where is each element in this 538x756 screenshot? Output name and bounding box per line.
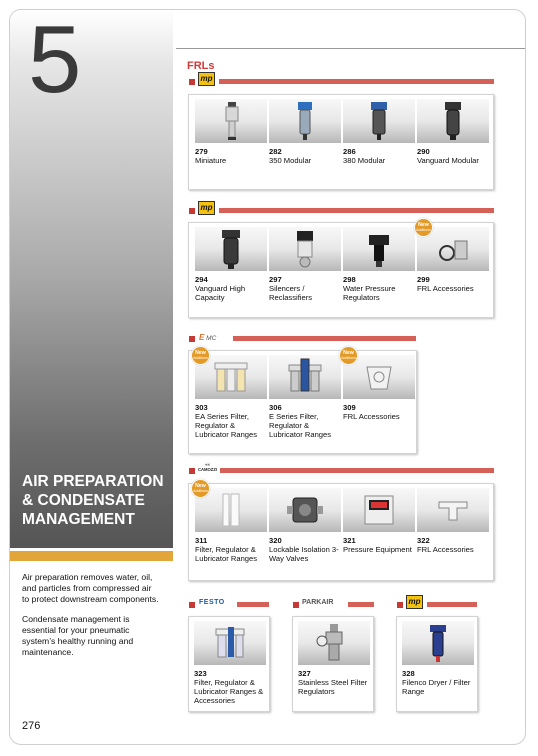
product-image: [343, 99, 415, 143]
brand-header-mp: [189, 203, 494, 218]
water-regulator-icon: [343, 227, 415, 271]
camozzi-logo-text: CAMOZZI: [198, 466, 218, 472]
badge-subtext: Additions: [341, 356, 356, 361]
product-panel: [188, 350, 417, 454]
product-image: [195, 99, 267, 143]
description-paragraph: Condensate management is essential for your pneumatic system’s healthy running and maintenance.: [22, 614, 134, 657]
filenco-dryer-icon: [402, 621, 474, 665]
product-label: Pressure Equipment: [343, 545, 412, 554]
bullet-square: [189, 602, 195, 608]
product-panel: [396, 616, 478, 712]
product-label: Stainless Steel Filter Regulators: [298, 678, 368, 696]
product-page-number: 282: [269, 147, 282, 156]
product-label: FRL Accessories: [417, 545, 474, 554]
product-image: [269, 355, 341, 399]
product-page-number: 299: [417, 275, 430, 284]
product-image: [402, 621, 474, 665]
modular-filter-icon: [269, 99, 341, 143]
new-additions-badge: [191, 346, 210, 365]
new-additions-badge: [339, 346, 358, 365]
product-page-number: 290: [417, 147, 430, 156]
brand-rule: [219, 208, 494, 213]
miniature-frl-icon: [195, 99, 267, 143]
product-label: Lockable Isolation 3-Way Valves: [269, 545, 339, 563]
page-number: 276: [22, 720, 41, 732]
brand-header-parkair: [293, 600, 374, 612]
badge-text: New: [418, 221, 429, 228]
product-page-number: 311: [195, 536, 208, 545]
product-label: Silencers / Reclassifiers: [269, 284, 313, 302]
product-panel: [188, 616, 270, 712]
brand-rule: [219, 79, 494, 84]
bullet-square: [293, 602, 299, 608]
product-label: Water Pressure Regulators: [343, 284, 396, 302]
chapter-sidebar: [10, 10, 173, 745]
chapter-title: [22, 472, 170, 529]
emc-logo: [199, 333, 216, 342]
product-page-number: 321: [343, 536, 356, 545]
pressure-switch-icon: [343, 488, 415, 532]
product-label: E Series Filter, Regulator & Lubricator Ranges: [269, 412, 332, 439]
brand-rule: [233, 336, 416, 341]
e-series-frl-icon: [269, 355, 341, 399]
brand-header-festo: [189, 600, 269, 612]
brand-header-mp: [189, 74, 494, 89]
high-capacity-filter-icon: [195, 227, 267, 271]
section-title: FRLs: [187, 60, 215, 72]
product-panel: [188, 483, 494, 581]
product-page-number: 303: [195, 403, 208, 412]
product-panel: [188, 94, 494, 190]
product-page-number: 328: [402, 669, 415, 678]
vanguard-filter-icon: [417, 99, 489, 143]
new-additions-badge: [414, 218, 433, 237]
silencer-icon: [269, 227, 341, 271]
new-additions-badge: [191, 479, 210, 498]
product-page-number: 297: [269, 275, 282, 284]
product-label: 380 Modular: [343, 156, 386, 165]
stainless-regulator-icon: [298, 621, 370, 665]
frl-bracket-icon: [417, 488, 489, 532]
chapter-title-line: & CONDENSATE: [22, 492, 145, 509]
bullet-square: [397, 602, 403, 608]
badge-subtext: Additions: [416, 228, 431, 233]
product-label: 350 Modular: [269, 156, 312, 165]
brand-rule: [237, 602, 269, 607]
catalog-page: [9, 9, 526, 745]
product-image: [269, 488, 341, 532]
product-label: Filenco Dryer / Filter Range: [402, 678, 471, 696]
chapter-number: 5: [28, 9, 82, 113]
badge-text: New: [195, 482, 206, 489]
orange-band: [10, 551, 173, 561]
chapter-description: [22, 572, 160, 667]
mp-logo: mp: [406, 595, 423, 609]
product-label: Vanguard High Capacity: [195, 284, 246, 302]
description-paragraph: Air preparation removes water, oil, and particles from compressed air to protect downstream components.: [22, 572, 159, 604]
modular-filter-icon: [343, 99, 415, 143]
badge-text: New: [343, 349, 354, 356]
mp-logo: mp: [198, 72, 215, 86]
product-image: [195, 227, 267, 271]
brand-header-mp: [397, 597, 477, 612]
mp-logo: mp: [198, 201, 215, 215]
header-rule: [176, 48, 526, 49]
camozzi-logo: [198, 463, 217, 472]
product-image: [343, 488, 415, 532]
product-label: FRL Accessories: [343, 412, 400, 421]
badge-subtext: Additions: [193, 356, 208, 361]
product-page-number: 294: [195, 275, 208, 284]
product-panel: [292, 616, 374, 712]
product-image: [194, 621, 266, 665]
badge-subtext: Additions: [193, 489, 208, 494]
festo-logo: FESTO: [199, 599, 225, 606]
product-page-number: 327: [298, 669, 311, 678]
parkair-logo: PARKAIR: [302, 599, 334, 606]
product-image: [343, 227, 415, 271]
product-image: [417, 488, 489, 532]
product-image: [417, 99, 489, 143]
product-image: [298, 621, 370, 665]
bullet-square: [189, 79, 195, 85]
bullet-square: [189, 468, 195, 474]
isolation-valve-icon: [269, 488, 341, 532]
camozzi-mark-icon: ««: [205, 462, 210, 467]
brand-header-camozzi: [189, 462, 494, 478]
product-image: [269, 99, 341, 143]
product-panel: [188, 222, 494, 318]
chapter-title-line: MANAGEMENT: [22, 511, 135, 528]
badge-text: New: [195, 349, 206, 356]
bullet-square: [189, 336, 195, 342]
product-image: [269, 227, 341, 271]
product-page-number: 322: [417, 536, 430, 545]
emc-logo-text: MC: [206, 335, 217, 342]
emc-logo-mark: E: [199, 333, 205, 342]
festo-frl-icon: [194, 621, 266, 665]
brand-rule: [220, 468, 494, 473]
product-label: Filter, Regulator & Lubricator Ranges & Accessories: [194, 678, 264, 705]
product-label: Vanguard Modular: [417, 156, 479, 165]
product-page-number: 286: [343, 147, 356, 156]
brand-rule: [348, 602, 374, 607]
product-page-number: 309: [343, 403, 356, 412]
brand-rule: [427, 602, 477, 607]
product-label: Filter, Regulator & Lubricator Ranges: [195, 545, 258, 563]
brand-header-emc: [189, 334, 416, 346]
product-page-number: 306: [269, 403, 282, 412]
product-page-number: 298: [343, 275, 356, 284]
product-page-number: 323: [194, 669, 207, 678]
product-page-number: 279: [195, 147, 208, 156]
product-label: EA Series Filter, Regulator & Lubricator Ranges: [195, 412, 258, 439]
bullet-square: [189, 208, 195, 214]
product-label: Miniature: [195, 156, 227, 165]
product-label: FRL Accessories: [417, 284, 474, 293]
product-page-number: 320: [269, 536, 282, 545]
chapter-title-line: AIR PREPARATION: [22, 473, 164, 490]
